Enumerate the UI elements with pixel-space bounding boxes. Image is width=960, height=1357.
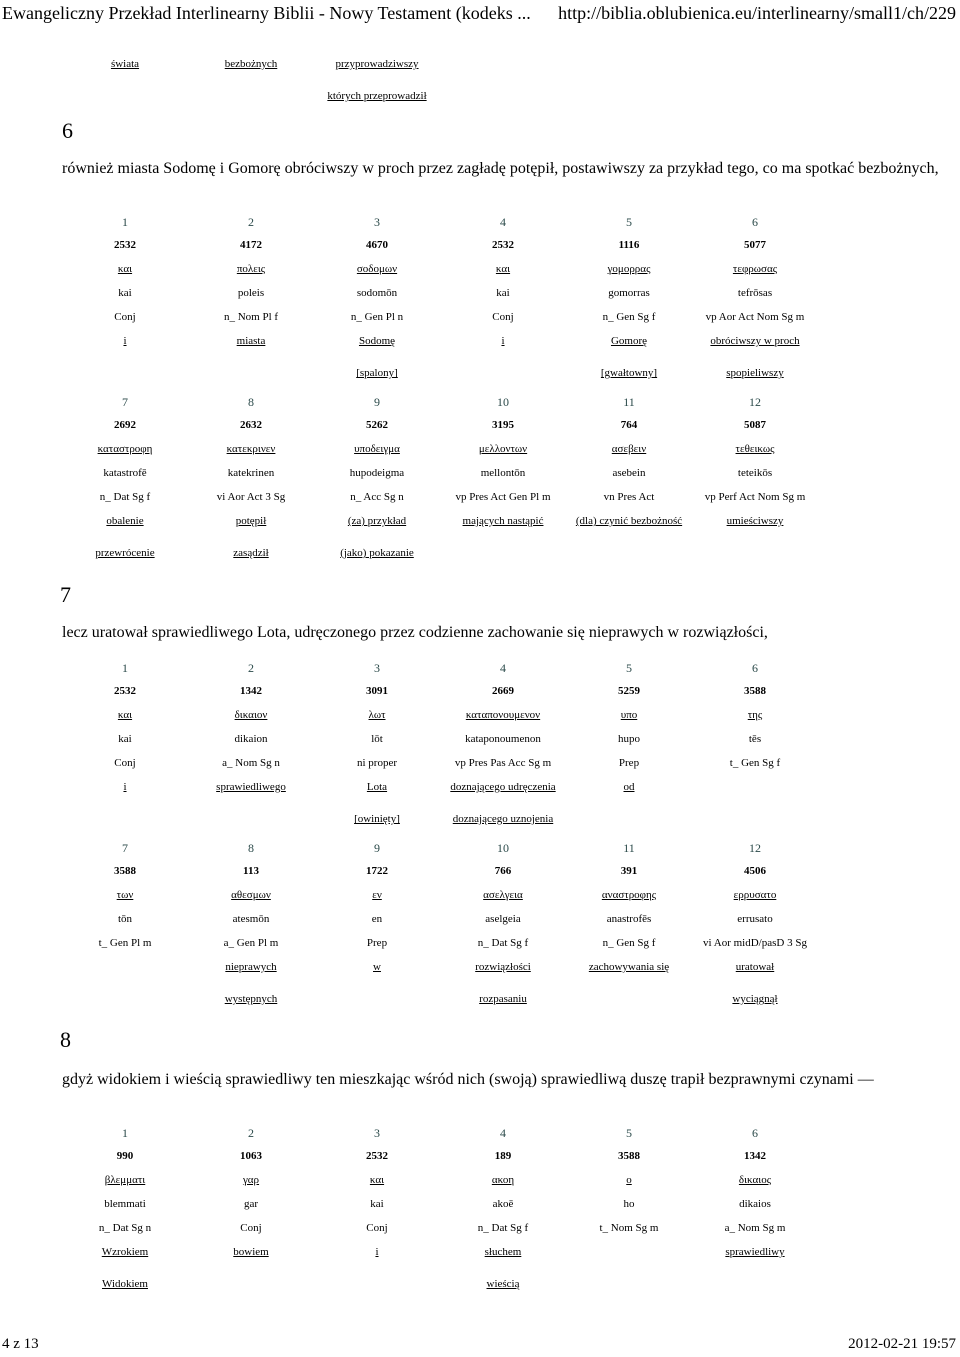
strong-number[interactable]: 2632 [240,419,262,431]
grammar-code: vn Pres Act [603,491,655,503]
greek-word[interactable]: δικαιον [234,709,268,721]
word-position: 10 [497,395,509,409]
strong-number[interactable]: 3091 [366,685,388,697]
greek-word[interactable]: τεφρωσας [732,263,778,275]
print-datetime: 2012-02-21 19:57 [848,1336,956,1352]
greek-word[interactable]: μελλοντων [478,443,528,455]
greek-word[interactable]: γαρ [242,1174,260,1186]
word-position: 12 [749,395,761,409]
grammar-code: Conj [366,1222,388,1234]
translation-word[interactable]: Sodomę [358,335,396,347]
greek-word[interactable]: πολεις [236,263,266,275]
translation-word[interactable]: w [373,961,381,973]
transliteration: hupo [618,733,640,745]
strong-number[interactable]: 5259 [618,685,640,697]
strong-number[interactable]: 2532 [366,1150,388,1162]
strong-number[interactable]: 990 [116,1150,134,1162]
grammar-code: t_ Nom Sg m [599,1222,659,1234]
transliteration: gomorras [608,287,650,299]
word-position: 5 [626,1126,632,1140]
grammar-code: vp Aor Act Nom Sg m [705,311,805,323]
alternative-translation[interactable]: wieścią [486,1278,520,1290]
word-position: 8 [248,395,254,409]
transliteration: akoē [492,1198,514,1210]
word-position: 5 [626,661,632,675]
transliteration: asebein [612,467,646,479]
grammar-code: n_ Dat Sg f [99,491,151,503]
word-position: 2 [248,1126,254,1140]
word-position: 11 [623,841,635,855]
greek-word[interactable]: γομορρας [607,263,651,275]
grammar-code: n_ Nom Pl f [223,311,279,323]
alternative-translation[interactable]: przewrócenie [95,547,155,559]
greek-word[interactable]: των [116,889,134,901]
grammar-code: Prep [618,757,640,769]
word-position: 6 [752,661,758,675]
page-header [0,0,960,26]
grammar-code: n_ Acc Sg n [350,491,404,503]
greek-word[interactable]: εν [372,889,382,901]
grammar-code: Conj [492,311,514,323]
grammar-code: a_ Nom Sg n [222,757,280,769]
word-position: 1 [122,1126,128,1140]
translation-word[interactable]: obalenie [106,515,144,527]
translation-word[interactable]: nieprawych [225,961,277,973]
grammar-code: Conj [240,1222,262,1234]
strong-number[interactable]: 5087 [744,419,766,431]
strong-number[interactable]: 189 [494,1150,512,1162]
strong-number[interactable]: 2532 [492,239,514,251]
strong-number[interactable]: 3588 [744,685,766,697]
translation-word[interactable]: Wzrokiem [101,1246,149,1258]
word-position: 3 [374,215,380,229]
greek-word[interactable]: τεθεικως [735,443,775,455]
page-counter: 4 z 13 [2,1336,39,1352]
transliteration: dikaios [739,1198,771,1210]
transliteration: kai [118,733,132,745]
transliteration: hupodeigma [349,467,405,479]
greek-word[interactable]: καταστροφη [97,443,153,455]
greek-word[interactable]: καταπονουμενον [465,709,541,721]
translation-word[interactable]: sprawiedliwego [216,781,286,793]
translation-word[interactable]: bezbożnych [224,58,278,70]
greek-word[interactable]: ο [626,1174,632,1186]
grammar-code: n_ Dat Sg n [98,1222,152,1234]
transliteration: teteikōs [737,467,773,479]
word-position: 6 [752,215,758,229]
transliteration: aselgeia [485,913,521,925]
translation-word[interactable]: rozwiązłości [475,961,531,973]
verse-text: gdyż widokiem i wieścią sprawiedliwy ten mieszkając wśród nich (swoją) sprawiedliwą duszę trapił bezprawnymi czynami — [62,1071,874,1088]
greek-word[interactable]: ασεβειν [611,443,647,455]
transliteration: blemmati [104,1198,146,1210]
translation-word[interactable]: (za) przykład [347,515,407,527]
word-position: 6 [752,1126,758,1140]
greek-word[interactable]: της [747,709,763,721]
transliteration: katastrofē [103,467,147,479]
grammar-code: n_ Gen Sg f [602,311,656,323]
translation-word[interactable]: słuchem [484,1246,522,1258]
strong-number[interactable]: 766 [494,865,512,877]
word-position: 12 [749,841,761,855]
greek-word[interactable]: αθεσμων [231,889,271,901]
word-position: 5 [626,215,632,229]
transliteration: poleis [237,287,265,299]
word-position: 8 [248,841,254,855]
greek-word[interactable]: και [117,709,133,721]
transliteration: katekrinen [227,467,275,479]
word-position: 3 [374,661,380,675]
translation-word[interactable]: (dla) czynić bezbożność [575,515,683,527]
word-position: 2 [248,661,254,675]
page-url[interactable]: http://biblia.oblubienica.eu/interlinearny/small1/ch/229 [558,3,956,23]
translation-word[interactable]: potępił [235,515,267,527]
strong-number[interactable]: 2669 [492,685,514,697]
alternative-translation[interactable]: Widokiem [102,1278,148,1290]
strong-number[interactable]: 1342 [240,685,262,697]
strong-number[interactable]: 5262 [366,419,388,431]
grammar-code: n_ Gen Sg f [602,937,656,949]
grammar-code: Conj [114,311,136,323]
grammar-code: a_ Nom Sg m [724,1222,786,1234]
strong-number[interactable]: 764 [620,419,638,431]
translation-word[interactable]: przyprowadziwszy [335,58,419,70]
strong-number[interactable]: 391 [620,865,638,877]
alternative-translation[interactable]: doznającego uznojenia [452,813,554,825]
verse-number: 7 [60,582,71,607]
transliteration: dikaion [234,733,268,745]
grammar-code: Prep [366,937,388,949]
grammar-code: vp Perf Act Nom Sg m [704,491,806,503]
strong-number[interactable]: 5077 [744,239,766,251]
greek-word[interactable]: βλεμματι [104,1174,146,1186]
strong-number[interactable]: 1063 [240,1150,262,1162]
greek-word[interactable]: κατεκρινεν [226,443,276,455]
greek-word[interactable]: ερρυσατο [733,889,777,901]
transliteration: atesmōn [232,913,270,925]
strong-number[interactable]: 4506 [744,865,766,877]
greek-word[interactable]: δικαιος [738,1174,772,1186]
word-position: 11 [623,395,635,409]
word-position: 1 [122,215,128,229]
alternative-translation[interactable]: [spalony] [356,367,398,379]
translation-word[interactable]: świata [110,58,140,70]
verse-text: lecz uratował sprawiedliwego Lota, udręczonego przez codzienne zachowanie się nieprawych w rozwiązłości, [62,624,768,641]
transliteration: en [371,913,383,925]
translation-word[interactable]: mających nastąpić [462,515,544,527]
translation-word[interactable]: i [123,335,127,347]
greek-word[interactable]: σοδομων [356,263,398,275]
translation-word[interactable]: sprawiedliwy [725,1246,785,1258]
alternative-translation[interactable]: występnych [224,993,278,1005]
greek-word[interactable]: ακοη [491,1174,515,1186]
grammar-code: n_ Dat Sg f [477,1222,529,1234]
grammar-code: n_ Gen Pl n [350,311,404,323]
translation-word[interactable]: i [375,1246,379,1258]
grammar-code: t_ Gen Pl m [98,937,152,949]
word-position: 4 [500,1126,506,1140]
transliteration: tōn [117,913,133,925]
alternative-translation[interactable]: [owinięty] [354,813,400,825]
translation-word[interactable]: bowiem [233,1246,269,1258]
transliteration: kataponoumenon [465,733,541,745]
greek-word[interactable]: και [369,1174,385,1186]
strong-number[interactable]: 2692 [114,419,136,431]
word-position: 10 [497,841,509,855]
alternative-translation[interactable]: wyciągnął [732,993,778,1005]
strong-number[interactable]: 1342 [744,1150,766,1162]
greek-word[interactable]: υποδειγμα [354,443,400,455]
strong-number[interactable]: 3588 [618,1150,640,1162]
transliteration: kai [496,287,510,299]
grammar-code: Conj [114,757,136,769]
greek-word[interactable]: και [495,263,511,275]
strong-number[interactable]: 3588 [114,865,136,877]
strong-number[interactable]: 1722 [366,865,388,877]
word-position: 1 [122,661,128,675]
alternative-translation[interactable]: których przeprowadził [327,90,427,102]
grammar-code: ni proper [356,757,397,769]
alternative-translation[interactable]: zasądził [233,547,269,559]
transliteration: lōt [371,733,383,745]
grammar-code: n_ Dat Sg f [477,937,529,949]
alternative-translation[interactable]: spopieliwszy [726,367,784,379]
page-footer [0,1335,960,1357]
translation-word[interactable]: doznającego udręczenia [450,781,556,793]
word-position: 7 [122,395,128,409]
translation-word[interactable]: od [623,781,635,793]
transliteration: sodomōn [356,287,398,299]
greek-word[interactable]: ασελγεια [483,889,523,901]
verse-number: 8 [60,1027,71,1052]
translation-word[interactable]: miasta [236,335,266,347]
grammar-code: t_ Gen Sg f [729,757,781,769]
strong-number[interactable]: 113 [243,865,259,877]
word-position: 3 [374,1126,380,1140]
grammar-code: vp Pres Pas Acc Sg m [454,757,552,769]
alternative-translation[interactable]: rozpasaniu [479,993,527,1005]
word-position: 9 [374,395,380,409]
translation-word[interactable]: i [123,781,127,793]
verse-text: również miasta Sodomę i Gomorę obróciwszy w proch przez zagładę potępił, postawiwszy za przykład tego, co ma spotkać bezbożnych, [62,160,939,177]
greek-word[interactable]: αναστροφης [601,889,657,901]
transliteration: mellontōn [480,467,526,479]
strong-number[interactable]: 4670 [366,239,388,251]
strong-number[interactable]: 2532 [114,685,136,697]
translation-word[interactable]: uratował [735,961,775,973]
translation-word[interactable]: i [501,335,505,347]
document-title: Ewangeliczny Przekład Interlinearny Biblii - Nowy Testament (kodeks ... [2,3,531,23]
greek-word[interactable]: υπο [620,709,638,721]
grammar-code: vp Pres Act Gen Pl m [455,491,551,503]
transliteration: kai [118,287,132,299]
alternative-translation[interactable]: [gwałtowny] [600,367,658,379]
transliteration: tēs [748,733,762,745]
transliteration: anastrofēs [606,913,652,925]
word-position: 2 [248,215,254,229]
greek-word[interactable]: λωτ [368,709,386,721]
strong-number[interactable]: 1116 [618,239,640,251]
verse-number: 6 [62,118,73,143]
translation-word[interactable]: Gomorę [610,335,648,347]
strong-number[interactable]: 3195 [492,419,514,431]
grammar-code: a_ Gen Pl m [223,937,279,949]
alternative-translation[interactable]: (jako) pokazanie [340,547,414,559]
word-position: 4 [500,215,506,229]
transliteration: gar [243,1198,259,1210]
grammar-code: vi Aor midD/pasD 3 Sg [703,937,807,949]
translation-word[interactable]: obróciwszy w proch [710,335,800,347]
translation-word[interactable]: umieściwszy [726,515,784,527]
word-position: 9 [374,841,380,855]
translation-word[interactable]: zachowywania się [588,961,670,973]
word-position: 4 [500,661,506,675]
word-position: 7 [122,841,128,855]
transliteration: tefrōsas [737,287,773,299]
translation-word[interactable]: Lota [366,781,388,793]
transliteration: ho [623,1198,635,1210]
grammar-code: vi Aor Act 3 Sg [216,491,286,503]
transliteration: kai [370,1198,384,1210]
greek-word[interactable]: και [117,263,133,275]
transliteration: errusato [737,913,773,925]
strong-number[interactable]: 4172 [240,239,262,251]
strong-number[interactable]: 2532 [114,239,136,251]
